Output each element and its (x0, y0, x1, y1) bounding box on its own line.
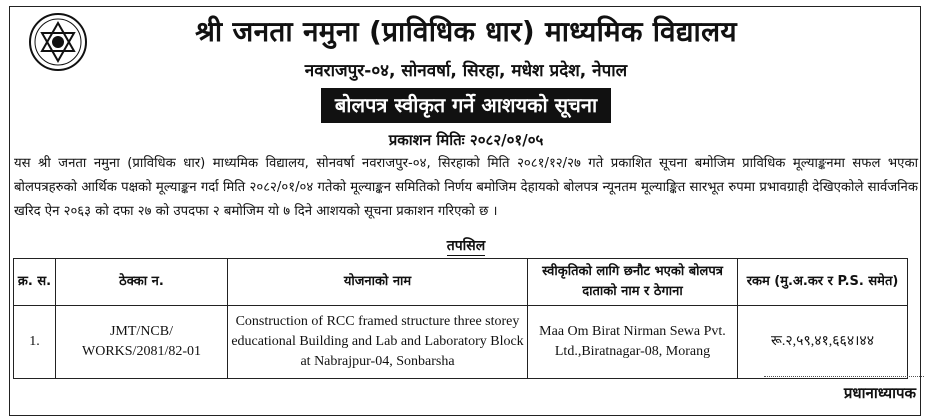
signature-title: प्रधानाध्यापक (843, 384, 916, 402)
schedule-heading: तपसिल (446, 238, 486, 254)
signature-line (764, 376, 924, 377)
header-project: योजनाको नाम (228, 259, 528, 306)
header-sn: क्र. स. (14, 259, 56, 306)
publication-date: प्रकाशन मितिः २०८२/०१/०५ (388, 131, 544, 149)
header-bidder: स्वीकृतिको लागि छनौट भएको बोलपत्र दाताको नाम र ठेगाना (528, 259, 738, 306)
cell-project: Construction of RCC framed structure three storey educational Building and Lab and Laboratory Block at Nabrajpur-04, Sonbarsha (228, 306, 528, 379)
cell-contract-no: JMT/NCB/ WORKS/2081/82-01 (56, 306, 228, 379)
cell-amount: रू.२,५९,४१,६६४।४४ (738, 306, 908, 379)
cell-sn: 1. (14, 306, 56, 379)
cell-bidder: Maa Om Birat Nirman Sewa Pvt. Ltd.,Biratnagar-08, Morang (528, 306, 738, 379)
header-amount: रकम (मु.अ.कर र P.S. समेत) (738, 259, 908, 306)
table-row (14, 306, 908, 379)
school-address: नवराजपुर-०४, सोनवर्षा, सिरहा, मधेश प्रदेश, नेपाल (304, 61, 628, 81)
award-table (13, 258, 908, 379)
header-contract-no: ठेक्का न. (56, 259, 228, 306)
table-header-row (14, 259, 908, 306)
notice-title: बोलपत्र स्वीकृत गर्ने आशयको सूचना (321, 88, 611, 123)
notice-paragraph: यस श्री जनता नमुना (प्राविधिक धार) माध्यमिक विद्यालय, सोनवर्षा नवराजपुर-०४, सिरहाको मिति २०८१/१२/२७ गते प्रकाशित सूचना बमोजिम प्राविधिक मूल्याङ्कनमा सफल भएका बोलपत्रहरुको आर्थिक पक्षको मूल्याङ्कन गर्दा मिति २०८२/०१/०४ गतेको मूल्याङ्कन समितिको निर्णय बमोजिम देहायको बोलपत्र न्यूनतम मूल्याङ्कित सारभूत रुपमा प्रभावग्राही देखिएकोले सार्वजनिक खरिद ऐन २०६३ को दफा २७ को उपदफा २ बमोजिम यो ७ दिने आशयको सूचना प्रकाशन गरिएको छ । (14, 156, 918, 219)
school-name: श्री जनता नमुना (प्राविधिक धार) माध्यमिक विद्यालय (195, 15, 737, 48)
